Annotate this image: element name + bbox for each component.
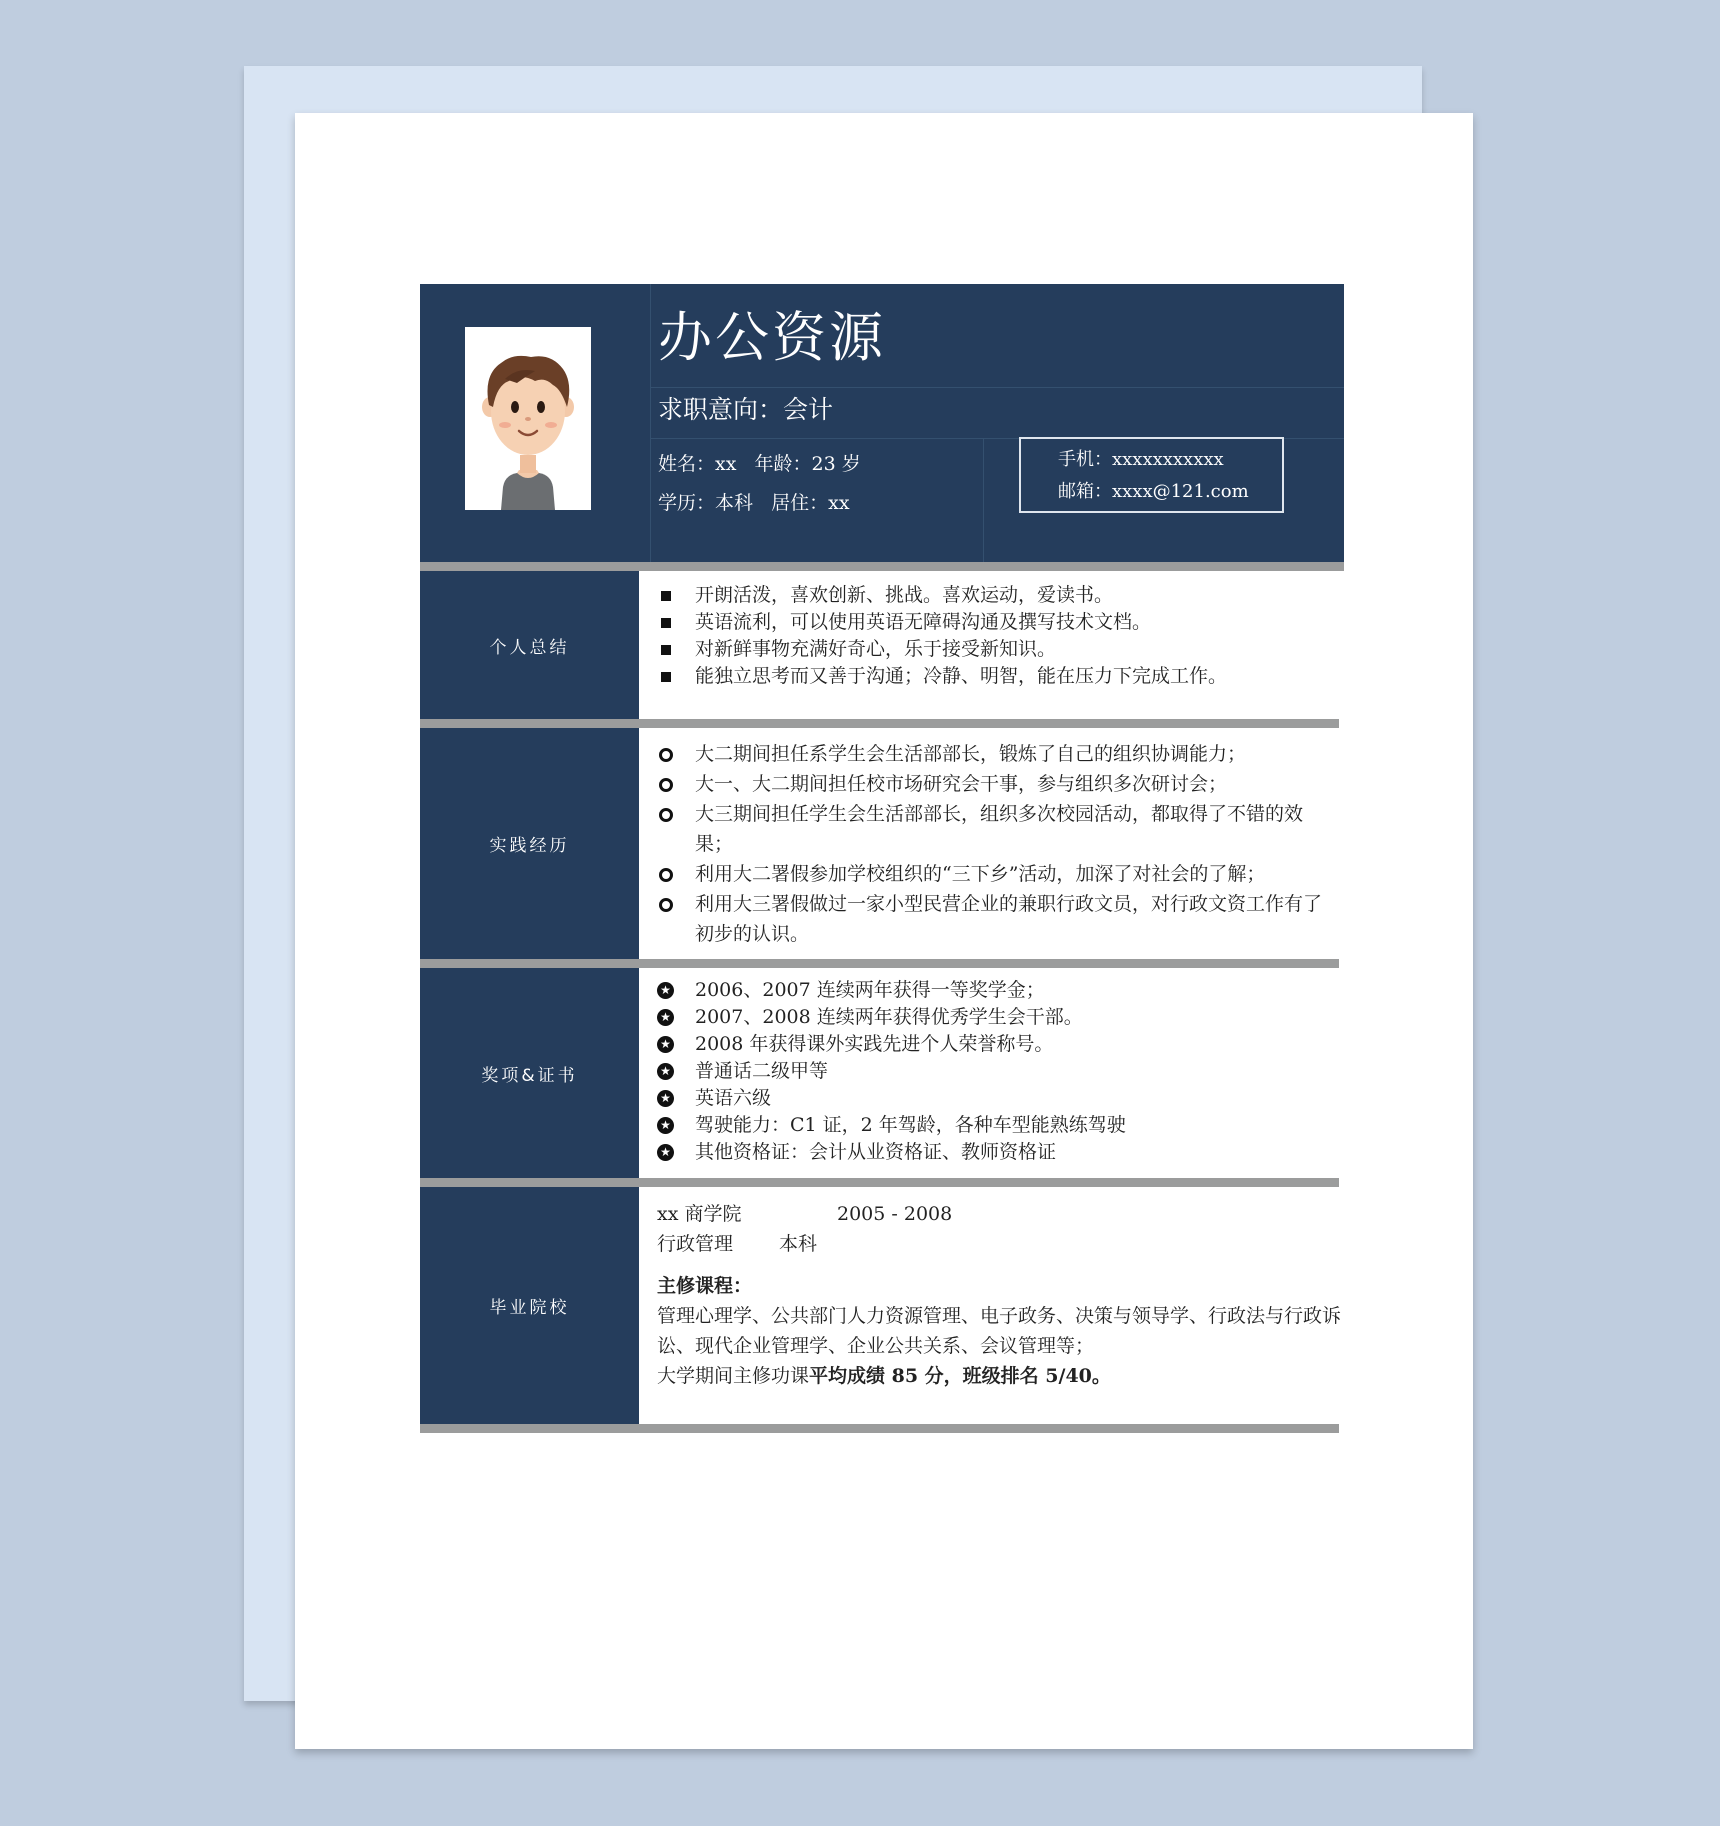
resume [420,284,1344,1433]
ring-bullet-icon [657,806,674,823]
square-bullet-icon [657,641,674,658]
school-row [657,1229,1357,1259]
star-bullet-icon: ★ [657,982,674,999]
list-item-text: 英语六级 [695,1087,772,1109]
basic-info-name-age: 姓名：xx 年龄：23 岁 [658,453,861,475]
section-school [420,1187,1344,1424]
list-item-text: 大一、大二期间担任校市场研究会干事，参与组织多次研讨会； [695,773,1228,795]
section-label: 奖项&证书 [420,968,639,1178]
school-row [657,1199,1357,1229]
section-body [639,1187,1344,1424]
list-item [657,739,1337,769]
list-item [657,1058,1126,1085]
section-practice [420,728,1344,959]
star-bullet-icon: ★ [657,1009,674,1026]
section-label: 毕业院校 [420,1187,639,1424]
phone: 手机：xxxxxxxxxxx [1058,449,1224,470]
summary-list [657,582,1227,690]
list-item [657,1004,1126,1031]
square-bullet-icon [657,587,674,604]
cartoon-boy-avatar-icon [465,327,591,510]
section-body [639,571,1344,719]
list-item-text: 能独立思考而又善于沟通；冷静、明智，能在压力下完成工作。 [695,665,1228,687]
star-bullet-icon: ★ [657,1117,674,1134]
list-item [657,769,1337,799]
resume-header [420,284,1344,562]
list-item-text: 开朗活泼，喜欢创新、挑战。喜欢运动，爱读书。 [695,584,1114,606]
section-label: 个人总结 [420,571,639,719]
section-body [639,728,1344,959]
list-item-text: 大二期间担任系学生会生活部部长，锻炼了自己的组织协调能力； [695,743,1247,765]
header-divider [650,387,1344,388]
section-summary [420,571,1344,719]
ring-bullet-icon [657,776,674,793]
list-item-text: 驾驶能力：C1 证，2 年驾龄，各种车型能熟练驾驶 [695,1114,1126,1136]
job-intent: 求职意向：会计 [658,395,834,424]
star-bullet-icon: ★ [657,1036,674,1053]
section-awards [420,968,1344,1178]
list-item [657,889,1337,949]
list-item [657,636,1227,663]
list-item [657,859,1337,889]
list-item-text: 对新鲜事物充满好奇心，乐于接受新知识。 [695,638,1057,660]
list-item [657,1085,1126,1112]
star-bullet-icon: ★ [657,1144,674,1161]
ring-bullet-icon [657,896,674,913]
list-item-text: 2007、2008 连续两年获得优秀学生会干部。 [695,1006,1083,1028]
contact-box [1019,437,1284,513]
list-item [657,1031,1126,1058]
course-list: 管理心理学、公共部门人力资源管理、电子政务、决策与领导学、行政法与行政诉讼、现代企业管理学、企业公共关系、会议管理等； [657,1305,1342,1357]
square-bullet-icon [657,614,674,631]
awards-list [657,977,1126,1166]
square-bullet-icon [657,668,674,685]
header-divider [650,284,651,562]
list-item [657,977,1126,1004]
section-body [639,968,1344,1178]
basic-info-education-residence: 学历：本科 居住：xx [658,492,850,514]
school-info [657,1199,1357,1391]
star-bullet-icon: ★ [657,1090,674,1107]
degree: 本科 [779,1233,818,1255]
ring-bullet-icon [657,866,674,883]
grade-prefix: 大学期间主修功课 [657,1365,810,1387]
list-item-text: 利用大三署假做过一家小型民营企业的兼职行政文员，对行政文资工作有了初步的认识。 [695,893,1323,945]
list-item-text: 2006、2007 连续两年获得一等奖学金； [695,979,1045,1001]
list-item-text: 普通话二级甲等 [695,1060,829,1082]
school-name: xx 商学院 [657,1203,742,1225]
section-separator [420,1424,1339,1433]
star-bullet-icon: ★ [657,1063,674,1080]
list-item [657,663,1227,690]
applicant-name: 办公资源 [658,306,886,369]
grade-result: 平均成绩 85 分，班级排名 5/40。 [809,1365,1111,1387]
section-separator [420,959,1339,968]
section-label: 实践经历 [420,728,639,959]
section-separator [420,719,1339,728]
major: 行政管理 [657,1233,734,1255]
list-item-text: 其他资格证：会计从业资格证、教师资格证 [695,1141,1057,1163]
study-period: 2005 - 2008 [837,1203,953,1225]
list-item-text: 利用大二署假参加学校组织的“三下乡”活动，加深了对社会的了解； [695,863,1266,885]
list-item [657,609,1227,636]
avatar [465,327,591,510]
section-separator [420,1178,1339,1187]
ring-bullet-icon [657,746,674,763]
list-item-text: 英语流利，可以使用英语无障碍沟通及撰写技术文档。 [695,611,1152,633]
header-divider [983,439,984,562]
section-separator [420,562,1344,571]
list-item [657,1139,1126,1166]
practice-list [657,739,1337,949]
course-title: 主修课程： [657,1275,753,1297]
email: 邮箱：xxxx@121.com [1058,481,1249,502]
grade-line [657,1361,1357,1391]
list-item-text: 大三期间担任学生会生活部部长，组织多次校园活动，都取得了不错的效果； [695,803,1304,855]
list-item [657,1112,1126,1139]
list-item-text: 2008 年获得课外实践先进个人荣誉称号。 [695,1033,1054,1055]
list-item [657,799,1337,859]
list-item [657,582,1227,609]
